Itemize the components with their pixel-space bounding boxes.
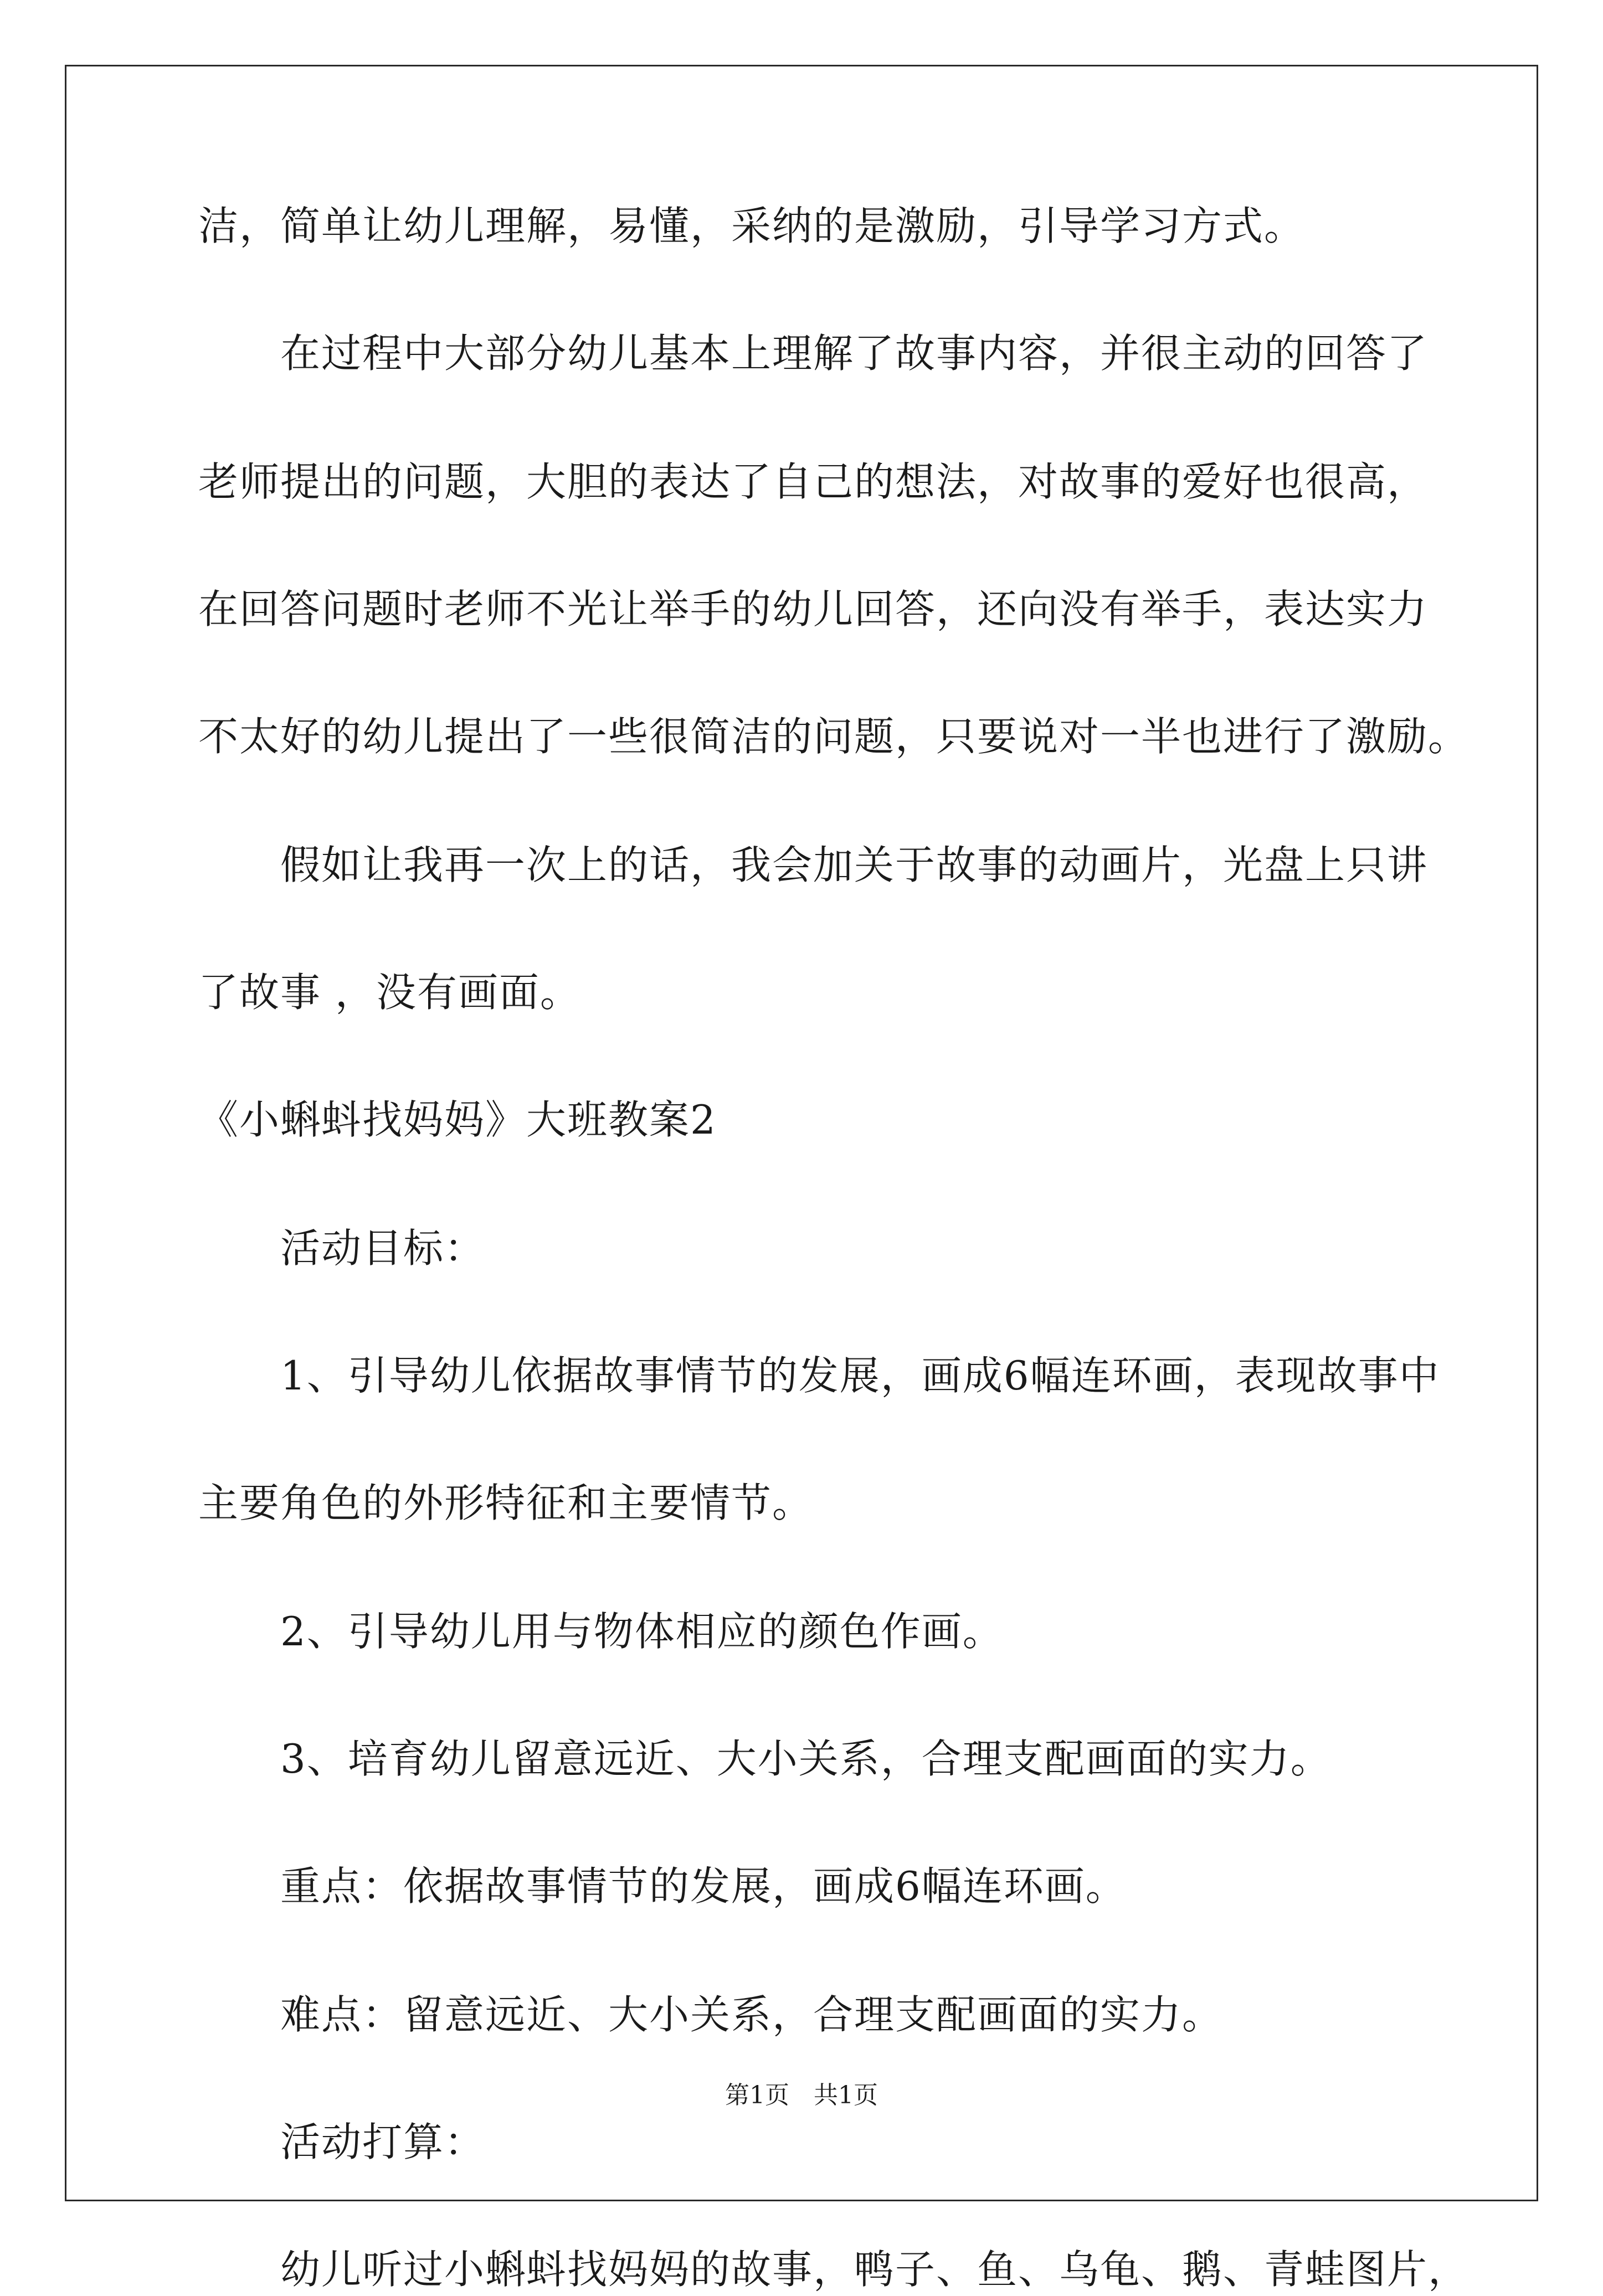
page-footer: 第1页 共1页 [725,2081,878,2109]
text-line: 洁，简单让幼儿理解，易懂，采纳的是激励，引导学习方式。 [198,203,1306,249]
text-line: 重点：依据故事情节的发展，画成6幅连环画。 [280,1863,1127,1909]
text-line: 在回答问题时老师不光让举手的幼儿回答，还向没有举手，表达实力 [198,586,1429,632]
text-line: 活动打算： [280,2119,486,2165]
text-line: 主要角色的外形特征和主要情节。 [198,1480,814,1526]
section-heading: 《小蝌蚪找妈妈》大班教案2 [198,1096,717,1143]
text-line: 了故事 ，没有画面。 [198,969,581,1016]
text-line: 难点：留意远近、大小关系，合理支配画面的实力。 [280,1991,1224,2038]
text-line: 幼儿听过小蝌蚪找妈妈的故事，鸭子、鱼、乌龟、鹅、青蛙图片， [280,2246,1470,2293]
text-line: 假如让我再一次上的话，我会加关于故事的动画片，光盘上只讲 [280,842,1429,888]
text-line: 在过程中大部分幼儿基本上理解了故事内容，并很主动的回答了 [280,330,1429,377]
text-line: 3、培育幼儿留意远近、大小关系，合理支配画面的实力。 [280,1736,1332,1782]
text-line: 1、引导幼儿依据故事情节的发展，画成6幅连环画，表现故事中 [280,1352,1440,1399]
text-line: 老师提出的问题，大胆的表达了自己的想法，对故事的爱好也很高， [198,459,1429,505]
text-line: 活动目标： [280,1225,486,1271]
text-line: 不太好的幼儿提出了一些很简洁的问题，只要说对一半也进行了激励。 [198,713,1470,760]
text-line: 2、引导幼儿用与物体相应的颜色作画。 [280,1608,1004,1655]
